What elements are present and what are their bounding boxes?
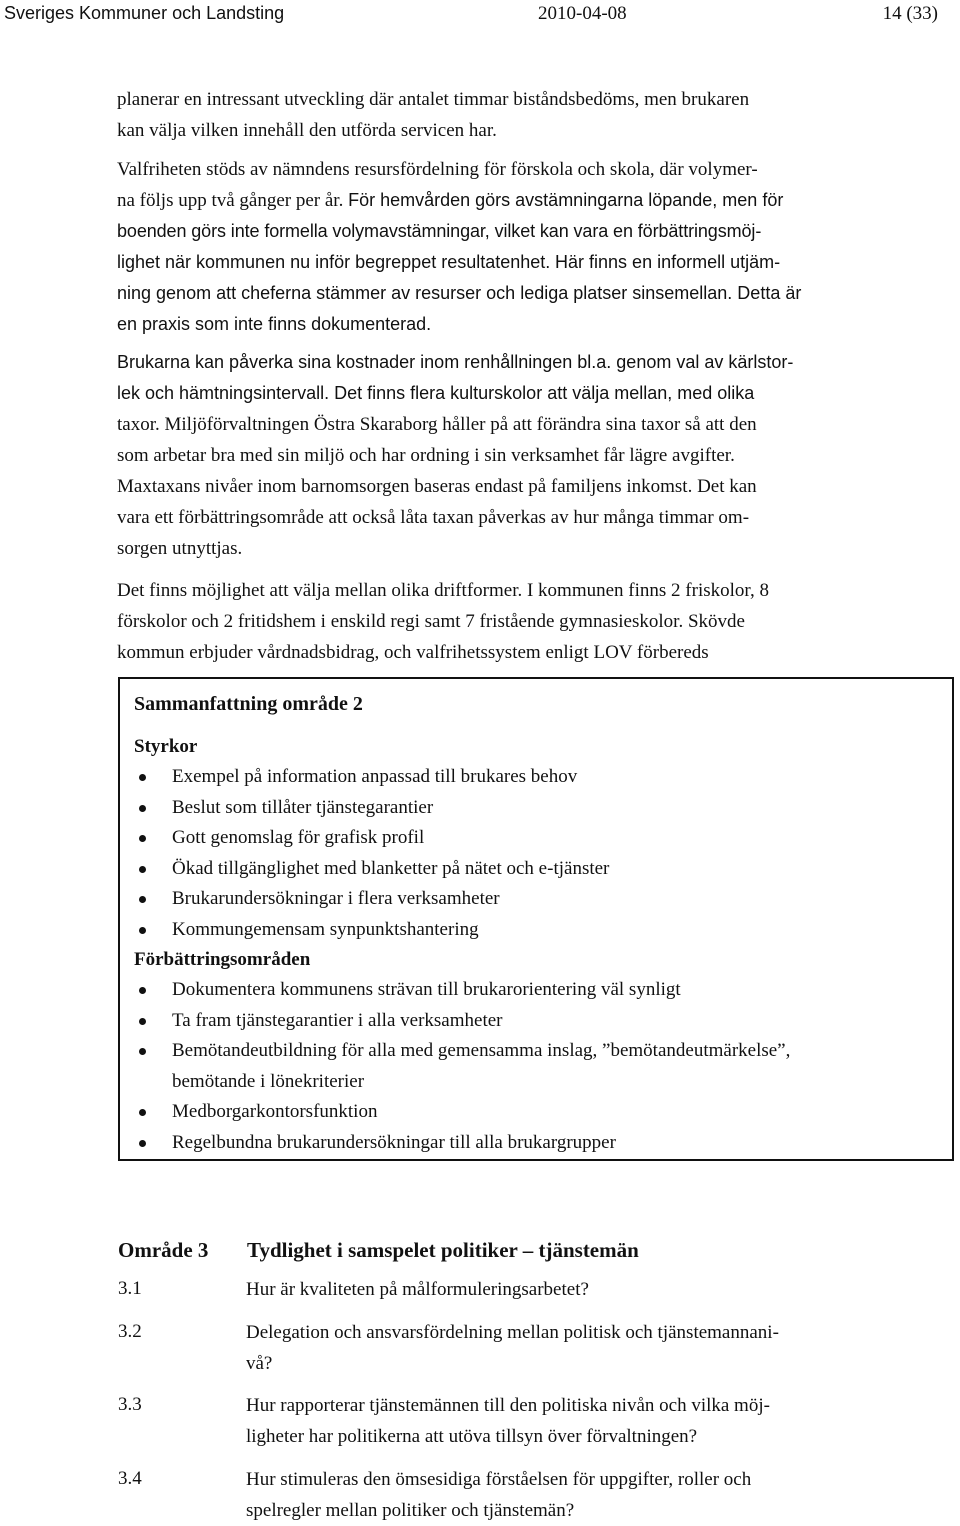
improvements-heading: Förbättringsområden [134, 949, 311, 970]
paragraph-line: kommun erbjuder vårdnadsbidrag, och valfrihetssystem enligt LOV förbereds [117, 642, 709, 663]
paragraph-2 [117, 154, 875, 340]
list-item: Ta fram tjänstegarantier i alla verksamheter [120, 1006, 940, 1037]
question-number: 3.4 [118, 1468, 142, 1489]
paragraph-line: Brukarna kan påverka sina kostnader inom renhållningen bl.a. genom val av kärlstor- [117, 352, 794, 372]
header-page-number: 14 (33) [882, 3, 938, 24]
page-header [4, 0, 938, 30]
bullet-icon [139, 987, 146, 994]
header-date: 2010-04-08 [538, 3, 627, 24]
list-item: Regelbundna brukarundersökningar till alla brukargrupper [120, 1128, 940, 1159]
list-item: Ökad tillgänglighet med blanketter på nätet och e-tjänster [120, 854, 940, 885]
bullet-icon [139, 1018, 146, 1025]
list-item: Gott genomslag för grafisk profil [120, 823, 940, 854]
bullet-icon [139, 835, 146, 842]
paragraph-4 [117, 575, 875, 668]
paragraph-line: som arbetar bra med sin miljö och har ordning i sin verksamhet får lägre avgifter. [117, 445, 735, 466]
list-item: Medborgarkontorsfunktion [120, 1097, 940, 1128]
paragraph-line [117, 185, 875, 216]
paragraph-line: ning genom att cheferna stämmer av resurser och lediga platser sinsemellan. Detta är [117, 283, 802, 303]
paragraph-line: taxor. Miljöförvaltningen Östra Skaraborg håller på att förändra sina taxor så att den [117, 414, 757, 435]
paragraph-line: en praxis som inte finns dokumenterad. [117, 314, 432, 334]
bullet-icon [139, 866, 146, 873]
header-organization: Sveriges Kommuner och Landsting [4, 3, 285, 23]
area-label: Område 3 [118, 1238, 209, 1262]
paragraph-line: planerar en intressant utveckling där antalet timmar biståndsbedöms, men brukaren [117, 89, 750, 110]
paragraph-line-tail: För hemvården görs avstämningarna löpande, men för [348, 190, 784, 210]
question-text: Hur stimuleras den ömsesidiga förståelsen för uppgifter, roller och spelregler mellan politiker och tjänstemän? [246, 1469, 752, 1521]
paragraph-line-tail: Här finns en informell utjäm- [555, 252, 781, 272]
bullet-icon [139, 927, 146, 934]
strengths-heading: Styrkor [134, 736, 198, 757]
bullet-icon [139, 896, 146, 903]
paragraph-line [117, 247, 875, 278]
paragraph-line-head: lighet när kommunen nu inför begreppet resultatenhet. [117, 252, 551, 272]
list-item: Dokumentera kommunens strävan till brukarorientering väl synligt [120, 975, 940, 1006]
question-number: 3.3 [118, 1394, 142, 1415]
paragraph-line: sorgen utnyttjas. [117, 538, 243, 559]
paragraph-1 [117, 84, 875, 146]
paragraph-3 [117, 347, 875, 564]
question-number: 3.2 [118, 1321, 142, 1342]
summary-title: Sammanfattning område 2 [134, 693, 363, 715]
paragraph-line: Maxtaxans nivåer inom barnomsorgen baseras endast på familjens inkomst. Det kan [117, 476, 757, 497]
bullet-icon [139, 1109, 146, 1116]
improvements-list [120, 975, 940, 1158]
paragraph-line: förskolor och 2 fritidshem i enskild regi samt 7 fristående gymnasieskolor. Skövde [117, 611, 745, 632]
bullet-icon [139, 805, 146, 812]
question-text: Hur rapporterar tjänstemännen till den politiska nivån och vilka möj- ligheter har politikerna att utöva tillsyn över förvaltningen? [246, 1395, 770, 1447]
paragraph-line: Det finns möjlighet att välja mellan olika driftformer. I kommunen finns 2 friskolor, 8 [117, 580, 769, 601]
paragraph-line: kan välja vilken innehåll den utförda servicen har. [117, 120, 497, 141]
paragraph-line: boenden görs inte formella volymavstämningar, vilket kan vara en förbättringsmöj- [117, 221, 762, 241]
summary-box [118, 677, 954, 1161]
paragraph-line: vara ett förbättringsområde att också låta taxan påverkas av hur många timmar om- [117, 507, 750, 528]
strengths-list [120, 762, 940, 945]
question-text: Delegation och ansvarsfördelning mellan politisk och tjänstemannani- vå? [246, 1322, 779, 1374]
bullet-icon [139, 774, 146, 781]
list-item: Bemötandeutbildning för alla med gemensamma inslag, ”bemötandeutmärkelse”, bemötande i lönekriterier [120, 1036, 940, 1097]
list-item: Kommungemensam synpunktshantering [120, 915, 940, 946]
list-item: Exempel på information anpassad till brukares behov [120, 762, 940, 793]
paragraph-line-head: na följs upp två gånger per år. [117, 190, 344, 211]
list-item: Beslut som tillåter tjänstegarantier [120, 793, 940, 824]
question-number: 3.1 [118, 1278, 142, 1299]
paragraph-line: lek och hämtningsintervall. Det finns flera kulturskolor att välja mellan, med olika [117, 383, 755, 403]
paragraph-line: Valfriheten stöds av nämndens resursfördelning för förskola och skola, där volymer- [117, 159, 758, 180]
question-text: Hur är kvaliteten på målformuleringsarbetet? [246, 1279, 589, 1300]
bullet-icon [139, 1048, 146, 1055]
bullet-icon [139, 1140, 146, 1147]
list-item: Brukarundersökningar i flera verksamheter [120, 884, 940, 915]
area-title: Tydlighet i samspelet politiker – tjänstemän [247, 1238, 639, 1262]
